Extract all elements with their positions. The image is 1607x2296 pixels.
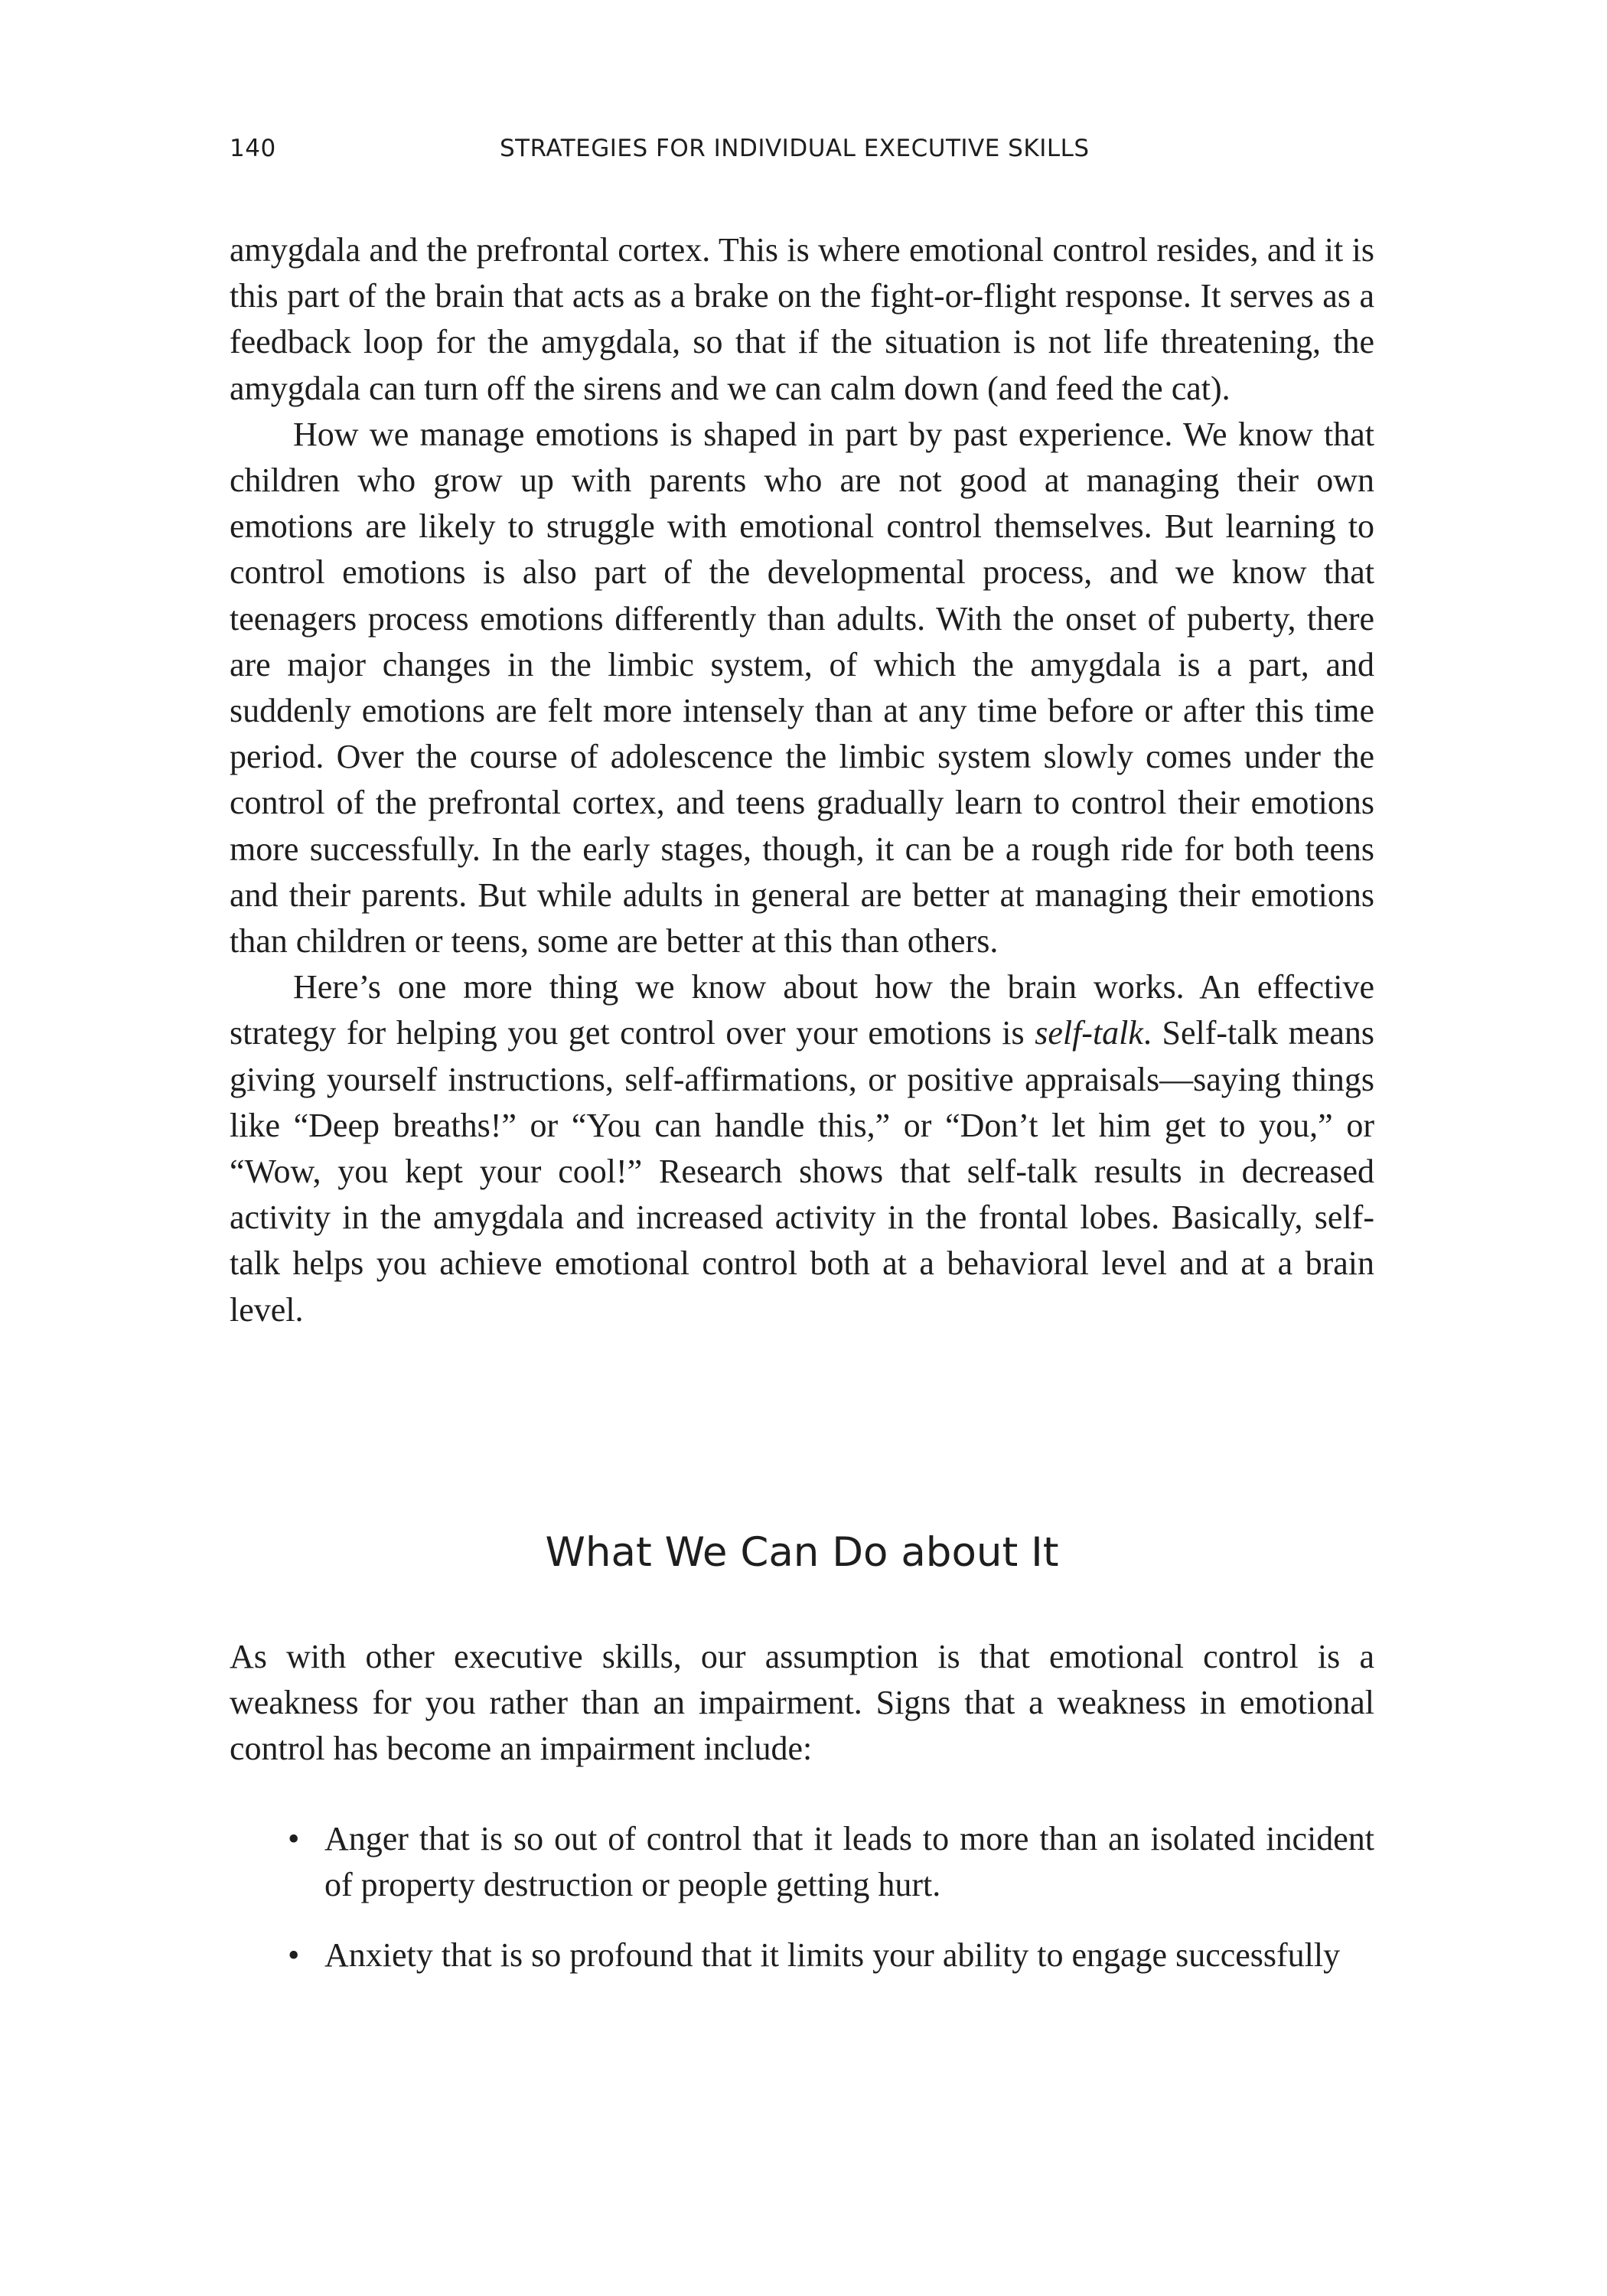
- self-talk-emphasis: self-talk: [1035, 1014, 1143, 1052]
- bullet-icon: •: [288, 1820, 300, 1857]
- running-title: STRATEGIES FOR INDIVIDUAL EXECUTIVE SKILLS: [500, 135, 1090, 162]
- running-head: [230, 135, 1377, 173]
- self-talk-text-after: . Self-talk means giving yourself instructions, self-affirmations, or positive appraisals—saying things like “Deep breaths!” or “You can handle this,” or “Don’t let him get to you,” or “Wow, you kept your cool!” Research shows that self-talk results in decreased activity in the amygdala and increased activity in the frontal lobes. Basically, self-talk helps you achieve emotional control both at a behavioral level and at a brain level.: [230, 1014, 1374, 1329]
- list-item: [230, 1932, 1374, 1978]
- section-intro: As with other executive skills, our assumption is that emotional control is a weakness for you rather than an impairment. Signs that a weakness in emotional control has become an impairment include:: [230, 1638, 1374, 1768]
- impairment-signs-list: [230, 1816, 1374, 2004]
- list-item-text: Anger that is so out of control that it leads to more than an isolated incident of property destruction or people getting hurt.: [324, 1820, 1374, 1904]
- list-item-text: Anxiety that is so profound that it limits your ability to engage successfully: [324, 1936, 1341, 1975]
- paragraph-emotions: How we manage emotions is shaped in part by past experience. We know that children who grow up with parents who are not good at managing their own emotions are likely to struggle with emotional control themselves. But learning to control emotions is also part of the developmental process, and we know that teenagers process emotions differently than adults. With the onset of puberty, there are major changes in the limbic system, of which the amygdala is a part, and suddenly emotions are felt more intensely than at any time before or after this time period. Over the course of adolescence the limbic system slowly comes under the control of the prefrontal cortex, and teens gradually learn to control their emotions more successfully. In the early stages, though, it can be a rough ride for both teens and their parents. But while adults in general are better at managing their emotions than children or teens, some are better at this than others.: [230, 415, 1374, 960]
- paragraph-self-talk: [230, 964, 1374, 1333]
- section-heading: What We Can Do about It: [545, 1529, 1059, 1576]
- paragraph-continued: amygdala and the prefrontal cortex. This is where emotional control resides, and it is this part of the brain that acts as a brake on the fight-or-flight response. It serves as a feedback loop for the amygdala, so that if the situation is not life threatening, the amygdala can turn off the sirens and we can calm down (and feed the cat).: [230, 231, 1374, 407]
- list-item: [230, 1816, 1374, 1908]
- page-number: 140: [230, 135, 276, 162]
- bullet-icon: •: [288, 1936, 300, 1975]
- section-intro-block: [230, 1634, 1374, 1773]
- body-text: [230, 227, 1374, 1333]
- self-talk-text-before: Here’s one more thing we know about how the brain works. An effective strategy for helping you get control over your emotions is: [230, 968, 1374, 1052]
